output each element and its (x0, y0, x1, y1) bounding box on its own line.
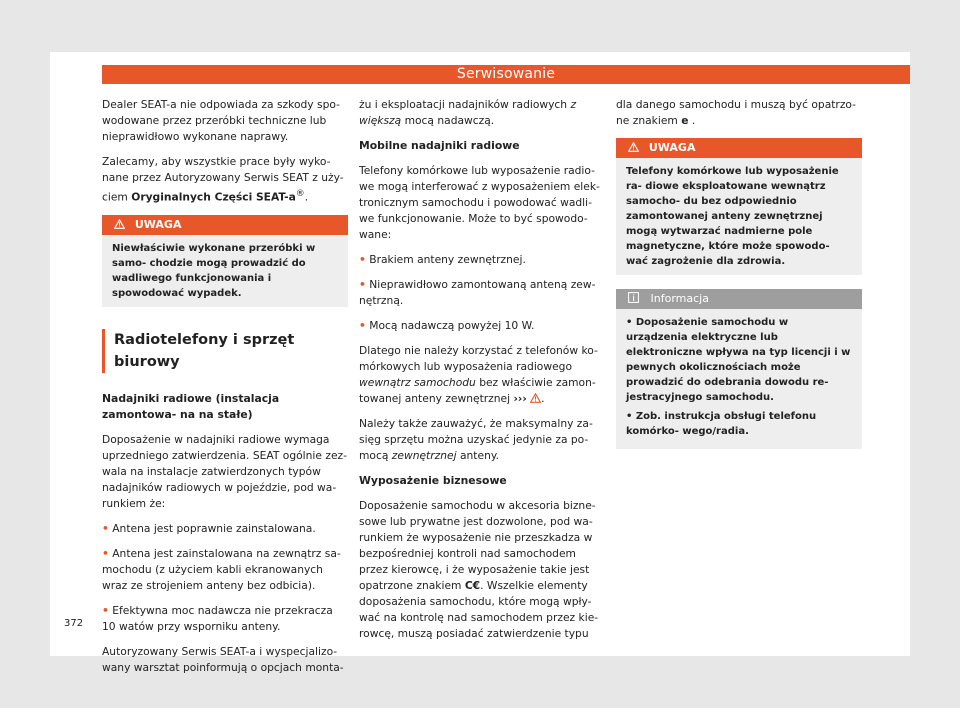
list-item: • Nieprawidłowo zamontowaną anteną zew- nętrzną. (359, 278, 596, 307)
bullet-icon: • (102, 521, 109, 535)
list-item: • Doposażenie samochodu w urządzenia elektryczne lub elektroniczne wpływa na typ licencji i w pewnych okolicznościach może prowadzić do odebrania dowodu re- jestracyjnego samochodu. (626, 317, 851, 403)
bullet-icon: • (359, 253, 366, 266)
chapter-header: Serwisowanie (102, 65, 910, 84)
column-2 (359, 97, 605, 651)
bullet-icon: • (359, 319, 366, 332)
info-box (616, 289, 862, 449)
warning-header: UWAGA (102, 215, 348, 235)
paragraph: Dealer SEAT-a nie odpowiada za szkody spo- wodowane przez przeróbki techniczne lub nieprawidłowo wykonane naprawy. (102, 98, 340, 143)
subheading: Nadajniki radiowe (instalacja zamontowa- na na stałe) (102, 391, 280, 421)
paragraph: Zalecamy, aby wszystkie prace były wyko- nane przez Autoryzowany Serwis SEAT z uży- ciem Oryginalnych Części SEAT-a®. (102, 155, 344, 204)
subheading: Mobilne nadajniki radiowe (359, 139, 520, 152)
info-icon (628, 292, 651, 305)
page-number: 372 (64, 618, 84, 629)
paragraph: Doposażenie w nadajniki radiowe wymaga uprzedniego zatwierdzenia. SEAT ogólnie zez- wala na instalacje zatwierdzonych typów nadajników radiowych w pojeździe, pod wa- runkiem że: (102, 432, 347, 510)
subheading: Wyposażenie biznesowe (359, 474, 507, 487)
paragraph: Autoryzowany Serwis SEAT-a i wyspecjalizo- wany warsztat poinformują o opcjach monta- (102, 644, 344, 674)
section-title: Radiotelefony i sprzęt biurowy (102, 329, 348, 373)
cross-reference-arrow: ››› (513, 392, 527, 405)
list-item: • Antena jest zainstalowana na zewnątrz sa- mochodu (z użyciem kabli ekranowanych wraz ze strojeniem anteny bez odbicia). (102, 546, 341, 592)
e-mark-icon: e (681, 114, 689, 127)
paragraph: Dlatego nie należy korzystać z telefonów ko- mórkowych lub wyposażenia radiowego wewnątrz samochodu bez właściwie zamon- towanej anteny zewnętrznej ››› . (359, 344, 598, 405)
list-item: • Antena jest poprawnie zainstalowana. (102, 521, 316, 535)
bullet-icon: • (359, 278, 366, 291)
warning-triangle-icon[interactable] (530, 392, 541, 405)
info-text (616, 309, 862, 449)
list-item: • Brakiem anteny zewnętrznej. (359, 253, 526, 266)
warning-triangle-icon (628, 141, 649, 154)
info-header: Informacja (616, 289, 862, 309)
column-3 (616, 97, 862, 463)
warning-header: UWAGA (616, 138, 862, 158)
warning-text: Telefony komórkowe lub wyposażenie ra- diowe eksploatowane wewnątrz samocho- du bez odpowiednio zamontowanej anteny zewnętrznej mogą wytwarzać nadmierne pole magnetyczne, które może spowodo- wać zagrożenie dla zdrowia. (626, 166, 839, 267)
list-item: • Efektywna moc nadawcza nie przekracza 10 watów przy wsporniku anteny. (102, 603, 333, 633)
paragraph: dla danego samochodu i muszą być opatrzo- ne znakiem e . (616, 98, 857, 127)
paragraph: żu i eksploatacji nadajników radiowych z większą mocą nadawczą. (359, 98, 577, 127)
bullet-icon: • (102, 546, 109, 560)
manual-page (50, 52, 910, 674)
warning-triangle-icon (114, 218, 135, 231)
column-1 (102, 97, 348, 685)
paragraph: Doposażenie samochodu w akcesoria bizne- sowe lub prywatne jest dozwolone, pod wa- runkiem że wyposażenie nie przeszkadza w bezpośredniej kontroli nad samochodem przez kierowcę, i że wyposażenie takie jest opatrzone znakiem C€. Wszelkie elementy doposażenia samochodu, które mogą wpły- wać na kontrolę nad samochodem przez kie- rowcę, muszą posiadać zatwierdzenie typu (359, 499, 599, 640)
paragraph: Telefony komórkowe lub wyposażenie radio- we mogą interferować z wyposażeniem elek- tronicznym samochodu i powodować wadli- we funkcjonowanie. Może to być spowodo- wane: (359, 164, 600, 241)
paragraph: Należy także zauważyć, że maksymalny za- sięg sprzętu można uzyskać jedynie za po- mocą zewnętrznej anteny. (359, 417, 593, 462)
list-item: • Zob. instrukcja obsługi telefonu komórko- wego/radia. (626, 411, 817, 437)
warning-box (616, 138, 862, 275)
bullet-icon: • (102, 603, 109, 617)
warning-text: Niewłaściwie wykonane przeróbki w samo- chodzie mogą prowadzić do wadliwego funkcjonowania i spowodować wypadek. (112, 242, 316, 299)
ce-mark-icon: C€ (464, 579, 481, 592)
list-item: • Mocą nadawczą powyżej 10 W. (359, 319, 535, 332)
warning-box (102, 215, 348, 307)
